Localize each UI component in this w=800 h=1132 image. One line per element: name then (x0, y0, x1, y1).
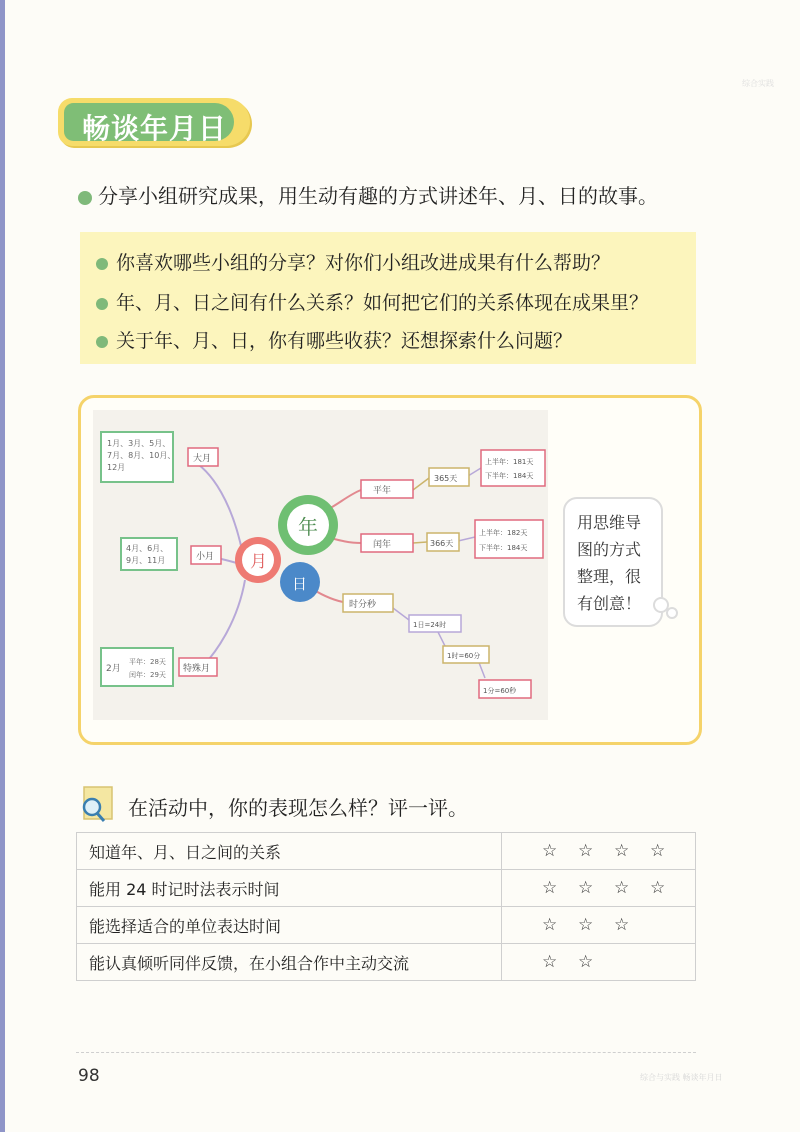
footer-note: 综合与实践 畅谈年月日 (640, 1073, 723, 1082)
header-note: 综合实践 (742, 79, 774, 88)
evaluation-row (77, 833, 696, 870)
special-month-label: 特殊月 (183, 664, 211, 674)
big-month-list-line: 7月、8月、10月、 (107, 451, 176, 460)
evaluation-table (76, 832, 696, 981)
star-icon[interactable]: ☆ (578, 952, 594, 972)
footer-divider (76, 1052, 696, 1053)
evaluation-criterion: 能选择适合的单位表达时间 (77, 907, 502, 944)
lead-text: 分享小组研究成果，用生动有趣的方式讲述年、月、日的故事。 (98, 184, 658, 208)
star-icon[interactable]: ☆ (542, 841, 558, 861)
big-month-list-line: 1月、3月、5月、 (107, 439, 171, 448)
big-month-label: 大月 (193, 454, 212, 464)
evaluation-criterion: 能认真倾听同伴反馈，在小组合作中主动交流 (77, 944, 502, 981)
leap-year-halves-box (475, 520, 543, 558)
star-icon[interactable]: ☆ (650, 878, 666, 898)
year-center-label: 年 (298, 515, 318, 539)
question-item (96, 288, 648, 315)
leap-year-days: 366天 (430, 539, 454, 548)
page-edge-bar (0, 0, 5, 1132)
evaluation-title: 在活动中，你的表现怎么样？评一评。 (128, 796, 468, 820)
bubble-tail-ring (666, 607, 678, 619)
leap-year-label: 闰年 (373, 540, 392, 550)
bullet-dot-icon (96, 298, 108, 310)
comment-bubble (563, 497, 663, 627)
discussion-questions-box (80, 232, 696, 364)
star-icon[interactable]: ☆ (578, 878, 594, 898)
evaluation-stars (502, 907, 696, 944)
evaluation-criterion: 能用 24 时记时法表示时间 (77, 870, 502, 907)
evaluation-criterion: 知道年、月、日之间的关系 (77, 833, 502, 870)
time-chain-text: 1日=24时 (413, 621, 447, 629)
section-title-tag (58, 98, 250, 146)
leap-year-half: 上半年：182天 (479, 529, 528, 537)
lead-sentence (78, 180, 658, 209)
star-icon[interactable]: ☆ (542, 952, 558, 972)
section-title-inner (64, 103, 234, 145)
big-month-list-line: 12月 (107, 463, 126, 472)
small-month-list-line: 9月、11月 (126, 556, 166, 565)
common-year-label: 平年 (373, 486, 392, 496)
leap-year-half: 下半年：184天 (479, 544, 528, 552)
star-icon[interactable]: ☆ (578, 915, 594, 935)
small-month-list-box (121, 538, 177, 570)
day-center-label: 日 (292, 575, 308, 593)
page-number: 98 (78, 1066, 100, 1086)
feb-label: 2月 (106, 664, 121, 674)
star-icon[interactable]: ☆ (542, 915, 558, 935)
section-title: 畅谈年月日 (82, 112, 228, 145)
comment-bubble-text: 用思维导图的方式整理，很有创意！ (577, 513, 642, 613)
common-year-half: 下半年：184天 (485, 472, 534, 480)
feb-list-line: 平年：28天 (129, 658, 166, 666)
question-item (96, 326, 572, 353)
magnifier-scroll-icon (78, 785, 116, 825)
star-icon[interactable]: ☆ (578, 841, 594, 861)
evaluation-stars (502, 870, 696, 907)
mindmap-drawing (93, 410, 548, 720)
question-item (96, 248, 610, 275)
month-center-label: 月 (250, 552, 267, 572)
common-year-days: 365天 (434, 474, 458, 483)
bullet-dot-icon (96, 336, 108, 348)
time-label: 时分秒 (349, 600, 377, 610)
question-text: 年、月、日之间有什么关系？如何把它们的关系体现在成果里？ (116, 292, 649, 314)
star-icon[interactable]: ☆ (614, 841, 630, 861)
evaluation-stars (502, 833, 696, 870)
evaluation-stars (502, 944, 696, 981)
time-chain-text: 1时=60分 (447, 652, 481, 660)
common-year-half: 上半年：181天 (485, 458, 534, 466)
evaluation-row (77, 907, 696, 944)
question-text: 你喜欢哪些小组的分享？对你们小组改进成果有什么帮助？ (116, 252, 611, 274)
star-icon[interactable]: ☆ (614, 915, 630, 935)
small-month-list-line: 4月、6月、 (126, 544, 169, 553)
bullet-dot-icon (78, 191, 92, 205)
bullet-dot-icon (96, 258, 108, 270)
evaluation-row (77, 870, 696, 907)
star-icon[interactable]: ☆ (650, 841, 666, 861)
mindmap-photo (93, 410, 548, 720)
common-year-halves-box (481, 450, 545, 486)
time-chain-text: 1分=60秒 (483, 687, 517, 695)
star-icon[interactable]: ☆ (542, 878, 558, 898)
question-text: 关于年、月、日，你有哪些收获？还想探索什么问题？ (116, 330, 573, 352)
star-icon[interactable]: ☆ (614, 878, 630, 898)
small-month-label: 小月 (196, 552, 215, 562)
evaluation-row (77, 944, 696, 981)
feb-list-line: 闰年：29天 (129, 671, 166, 679)
